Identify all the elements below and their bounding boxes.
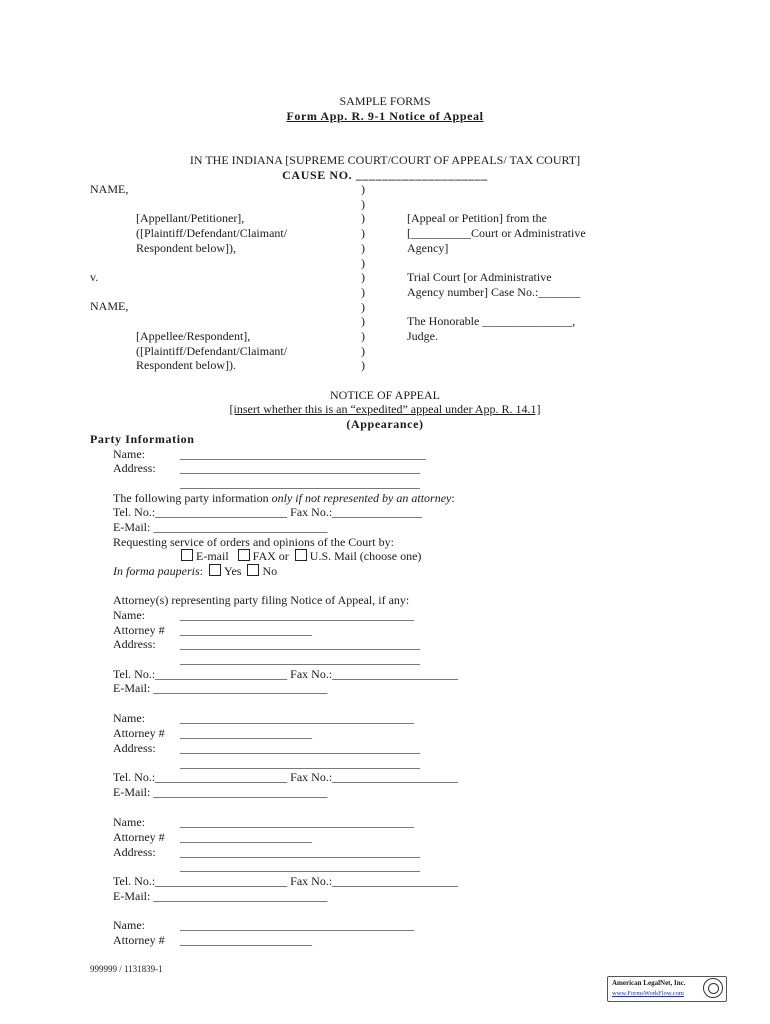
appellant-role-3: Respondent below]),: [136, 241, 236, 255]
appellee-role-3: Respondent below]).: [136, 358, 236, 372]
honorable-judge-field[interactable]: The Honorable _______________,: [407, 314, 576, 328]
appeal-from-line-2[interactable]: [__________Court or Administrative: [407, 226, 586, 240]
attorney-2-address-field-2[interactable]: ________________________________________: [180, 756, 420, 770]
trial-court-case-no[interactable]: Agency number] Case No.:_______: [407, 285, 581, 299]
attorney-1-tel-fax-fields[interactable]: Tel. No.:______________________ Fax No.:_____________________: [113, 667, 459, 681]
appellee-name[interactable]: NAME,: [90, 299, 129, 313]
attorney-4-number-field[interactable]: ______________________: [180, 933, 312, 947]
fax-option-label: FAX or: [252, 549, 289, 563]
expedited-insert: [insert whether this is an “expedited” appeal under App. R. 14.1]: [229, 402, 541, 416]
appellee-role-2: ([Plaintiff/Defendant/Claimant/: [136, 344, 288, 358]
attorney-4-name-field[interactable]: _______________________________________: [180, 918, 414, 932]
attorney-3-number-field[interactable]: ______________________: [180, 830, 312, 844]
attorney-4-name-label: Name:: [113, 918, 145, 932]
sample-forms-heading: SAMPLE FORMS: [339, 94, 431, 108]
unrepresented-note-a: The following party information: [113, 491, 272, 505]
versus-label: v.: [90, 270, 99, 284]
attorney-3-number-label: Attorney #: [113, 830, 165, 844]
attorney-4-number-label: Attorney #: [113, 933, 165, 947]
party-name-field[interactable]: _________________________________________: [180, 447, 426, 461]
party-address-label: Address:: [113, 461, 156, 475]
attorney-1-number-field[interactable]: ______________________: [180, 623, 312, 637]
pauperis-label: In forma pauperis: [113, 564, 200, 578]
appellee-role-1: [Appellee/Respondent],: [136, 329, 251, 343]
logo-url-link[interactable]: www.FormsWorkFlow.com: [612, 990, 684, 997]
unrepresented-note-c: :: [451, 491, 455, 505]
attorney-3-name-field[interactable]: _______________________________________: [180, 815, 414, 829]
fax-checkbox[interactable]: [238, 549, 250, 561]
attorney-2-tel-fax-fields[interactable]: Tel. No.:______________________ Fax No.:_____________________: [113, 770, 459, 784]
appeal-from-line-1: [Appeal or Petition] from the: [407, 211, 547, 225]
attorney-1-address-field-2[interactable]: ________________________________________: [180, 652, 420, 666]
unrepresented-note-b: only if not represented by an attorney: [271, 491, 452, 505]
attorney-3-address-field-2[interactable]: ________________________________________: [180, 859, 420, 873]
pauperis-no-label: No: [262, 564, 278, 578]
attorney-3-email-field[interactable]: E-Mail: _____________________________: [113, 889, 328, 903]
mail-option-label: U.S. Mail (choose one): [309, 549, 422, 563]
party-tel-fax-fields[interactable]: Tel. No.:______________________ Fax No.:_______________: [113, 505, 423, 519]
appellant-name[interactable]: NAME,: [90, 182, 129, 196]
pauperis-yes-checkbox[interactable]: [209, 564, 221, 576]
attorney-2-name-label: Name:: [113, 711, 145, 725]
pauperis-yes-label: Yes: [224, 564, 242, 578]
attorney-3-address-label: Address:: [113, 845, 156, 859]
mail-checkbox[interactable]: [295, 549, 307, 561]
attorney-3-name-label: Name:: [113, 815, 145, 829]
attorney-2-number-field[interactable]: ______________________: [180, 726, 312, 740]
caption-divider: ) ) ) ) ) ) ) ) ) ) ) ) ): [361, 182, 365, 373]
form-title: Form App. R. 9-1 Notice of Appeal: [286, 109, 484, 123]
attorney-intro: Attorney(s) representing party filing Notice of Appeal, if any:: [113, 593, 410, 607]
globe-emblem-icon: [703, 978, 723, 998]
court-line: IN THE INDIANA [SUPREME COURT/COURT OF APPEALS/ TAX COURT]: [189, 153, 581, 167]
attorney-1-number-label: Attorney #: [113, 623, 165, 637]
service-options: [181, 549, 421, 563]
email-checkbox[interactable]: [181, 549, 193, 561]
attorney-1-email-field[interactable]: E-Mail: _____________________________: [113, 681, 328, 695]
attorney-2-name-field[interactable]: _______________________________________: [180, 711, 414, 725]
logo-company-name: American LegalNet, Inc.: [612, 979, 686, 987]
email-option-label: E-mail: [196, 549, 229, 563]
party-email-field[interactable]: E-Mail: _____________________________: [113, 520, 328, 534]
attorney-1-name-label: Name:: [113, 608, 145, 622]
appellant-role-2: ([Plaintiff/Defendant/Claimant/: [136, 226, 288, 240]
attorney-3-tel-fax-fields[interactable]: Tel. No.:______________________ Fax No.:_____________________: [113, 874, 459, 888]
notice-title: NOTICE OF APPEAL: [329, 388, 440, 402]
american-legalnet-logo[interactable]: [607, 976, 727, 1002]
pauperis-no-checkbox[interactable]: [247, 564, 259, 576]
cause-number[interactable]: CAUSE NO. ____________________: [282, 168, 488, 182]
pauperis-colon: :: [199, 564, 204, 578]
appellant-role-1: [Appellant/Petitioner],: [136, 211, 245, 225]
unrepresented-note: [113, 491, 455, 505]
attorney-1-name-field[interactable]: _______________________________________: [180, 608, 414, 622]
attorney-2-number-label: Attorney #: [113, 726, 165, 740]
pauperis-row: [113, 564, 277, 578]
form-number: 999999 / 1131839-1: [90, 964, 163, 974]
attorney-2-email-field[interactable]: E-Mail: _____________________________: [113, 785, 328, 799]
party-name-label: Name:: [113, 447, 145, 461]
service-request-label: Requesting service of orders and opinions of the Court by:: [113, 535, 394, 549]
attorney-1-address-field-1[interactable]: ________________________________________: [180, 637, 420, 651]
appeal-from-line-3: Agency]: [407, 241, 449, 255]
trial-court-line-1: Trial Court [or Administrative: [407, 270, 552, 284]
party-address-field-2[interactable]: ________________________________________: [180, 476, 420, 490]
party-address-field-1[interactable]: ________________________________________: [180, 461, 420, 475]
attorney-3-address-field-1[interactable]: ________________________________________: [180, 845, 420, 859]
judge-label: Judge.: [407, 329, 438, 343]
attorney-2-address-field-1[interactable]: ________________________________________: [180, 741, 420, 755]
party-info-heading: Party Information: [90, 432, 195, 446]
attorney-1-address-label: Address:: [113, 637, 156, 651]
attorney-2-address-label: Address:: [113, 741, 156, 755]
appearance-heading: (Appearance): [346, 417, 424, 431]
